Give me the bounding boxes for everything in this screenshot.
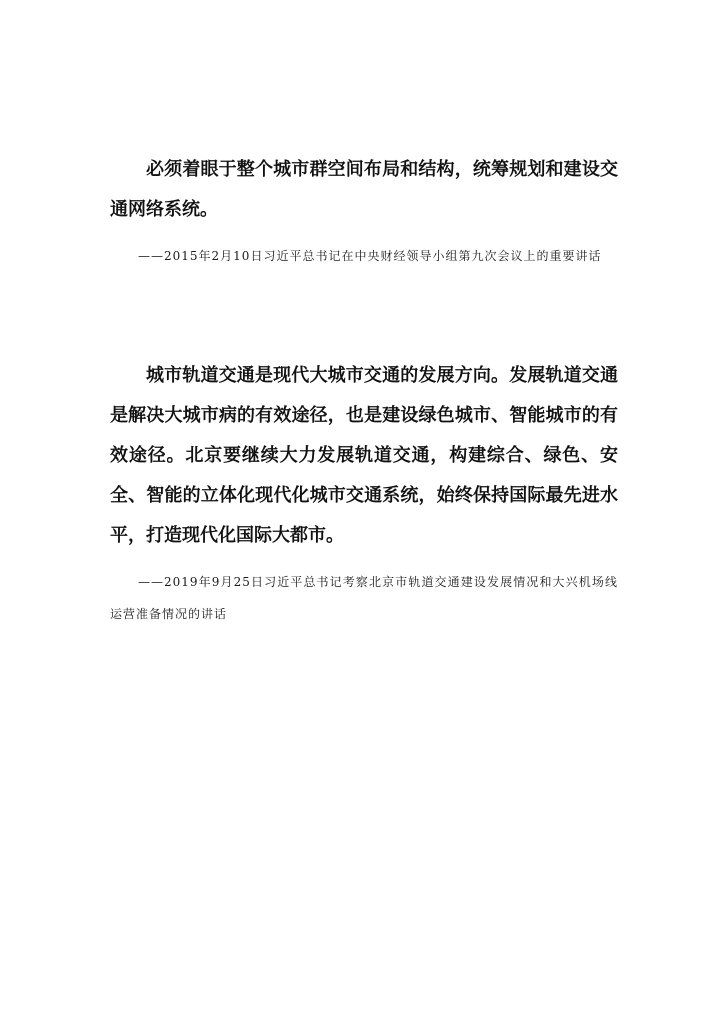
quote-source: ——2015年2月10日习近平总书记在中央财经领导小组第九次会议上的重要讲话	[138, 249, 602, 263]
quote-block	[110, 150, 618, 272]
quote-source: ——2019年9月25日习近平总书记考察北京市轨道交通建设发展情况和大兴机场线运营准备情况的讲话	[110, 575, 618, 621]
quote-block	[110, 356, 618, 630]
quote-text: 城市轨道交通是现代大城市交通的发展方向。发展轨道交通是解决大城市病的有效途径，也是建设绿色城市、智能城市的有效途径。北京要继续大力发展轨道交通，构建综合、绿色、安全、智能的立体化现代化城市交通系统，始终保持国际最先进水平，打造现代化国际大都市。	[110, 365, 618, 546]
quote-text: 必须着眼于整个城市群空间布局和结构，统筹规划和建设交通网络系统。	[110, 159, 618, 220]
